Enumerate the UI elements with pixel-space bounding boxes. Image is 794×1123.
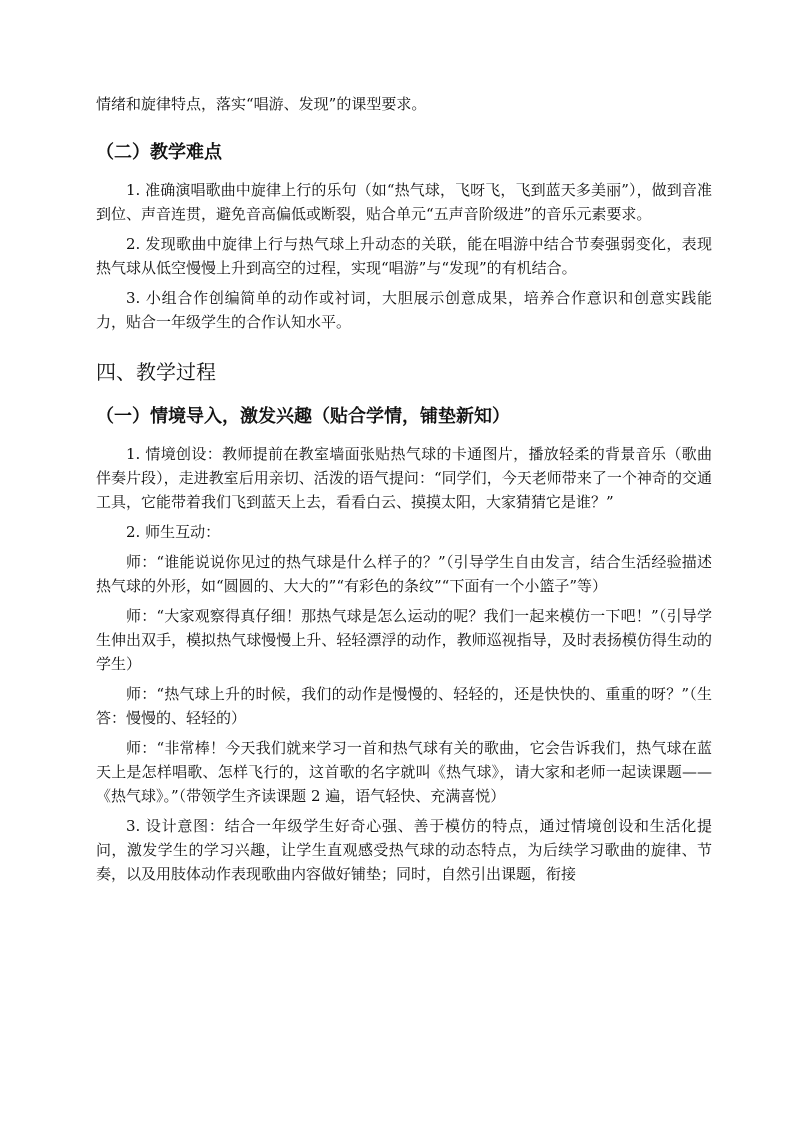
dialogue-2: 师：“大家观察得真仔细！那热气球是怎么运动的呢？我们一起来模仿一下吧！”（引导学生伸出双手，模拟热气球慢慢上升、轻轻漂浮的动作，教师巡视指导，及时表扬模仿得生动的学生） <box>96 607 712 673</box>
difficulty-item-3: 3. 小组合作创编简单的动作或衬词，大胆展示创意成果，培养合作意识和创意实践能力，贴合一年级学生的合作认知水平。 <box>96 289 712 331</box>
dialogue-3: 师：“热气球上升的时候，我们的动作是慢慢的、轻轻的，还是快快的、重重的呀？”（生答：慢慢的、轻轻的） <box>96 685 712 727</box>
intro-item-2: 2. 师生互动： <box>126 523 221 541</box>
paragraph-continuation: 情绪和旋律特点，落实“唱游、发现”的课型要求。 <box>96 95 427 113</box>
difficulty-item-2: 2. 发现歌曲中旋律上行与热气球上升动态的关联，能在唱游中结合节奏强弱变化，表现热气球从低空慢慢上升到高空的过程，实现“唱游”与“发现”的有机结合。 <box>96 235 712 277</box>
dialogue-4: 师：“非常棒！今天我们就来学习一首和热气球有关的歌曲，它会告诉我们，热气球在蓝天上是怎样唱歌、怎样飞行的，这首歌的名字就叫《热气球》，请大家和老师一起读课题——《热气球》。”（带领学生齐读课题 2 遍，语气轻快、充满喜悦） <box>96 739 712 805</box>
heading-teaching-difficulty: （二）教学难点 <box>96 142 222 163</box>
dialogue-1: 师：“谁能说说你见过的热气球是什么样子的？”（引导学生自由发言，结合生活经验描述热气球的外形，如“圆圆的、大大的”“有彩色的条纹”“下面有一个小篮子”等） <box>96 553 712 595</box>
heading-teaching-process: 四、教学过程 <box>96 360 216 384</box>
intro-item-3: 3. 设计意图：结合一年级学生好奇心强、善于模仿的特点，通过情境创设和生活化提问，激发学生的学习兴趣，让学生直观感受热气球的动态特点，为后续学习歌曲的旋律、节奏，以及用肢体动作表现歌曲内容做好铺垫；同时，自然引出课题，衔接 <box>96 817 712 883</box>
heading-situation-intro: （一）情境导入，激发兴趣（贴合学情，铺垫新知） <box>96 406 510 427</box>
intro-item-1: 1. 情境创设：教师提前在教室墙面张贴热气球的卡通图片，播放轻柔的背景音乐（歌曲伴奏片段），走进教室后用亲切、活泼的语气提问：“同学们，今天老师带来了一个神奇的交通工具，它能带着我们飞到蓝天上去，看看白云、摸摸太阳，大家猜猜它是谁？” <box>96 445 712 511</box>
difficulty-item-1: 1. 准确演唱歌曲中旋律上行的乐句（如“热气球，飞呀飞，飞到蓝天多美丽”），做到音准到位、声音连贯，避免音高偏低或断裂，贴合单元“五声音阶级进”的音乐元素要求。 <box>96 181 712 223</box>
document-body <box>96 92 712 892</box>
